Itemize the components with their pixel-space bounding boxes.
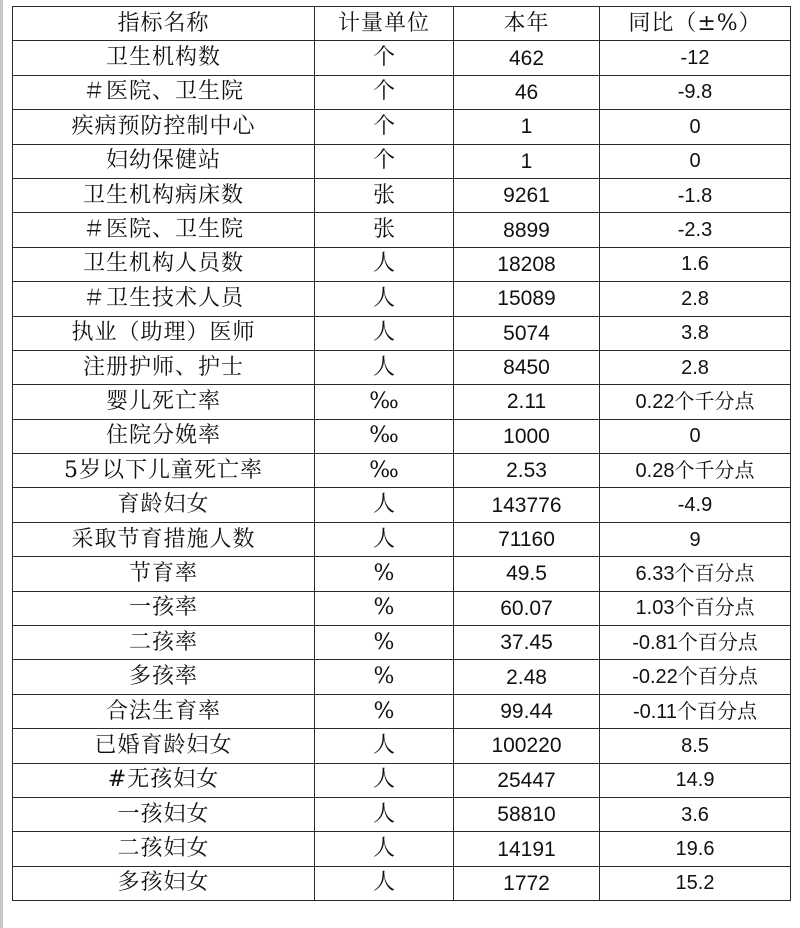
- indicator-name-cell[interactable]: 住院分娩率: [13, 419, 315, 453]
- unit-cell[interactable]: ‰: [315, 419, 454, 453]
- current-year-cell[interactable]: 18208: [454, 247, 600, 281]
- unit-cell[interactable]: 人: [315, 488, 454, 522]
- indicator-name-cell[interactable]: 二孩率: [13, 626, 315, 660]
- indicator-name-cell[interactable]: 注册护师、护士: [13, 350, 315, 384]
- current-year-cell[interactable]: 58810: [454, 797, 600, 831]
- table-body: [13, 41, 791, 901]
- table-row: [13, 419, 791, 453]
- table-row: [13, 41, 791, 75]
- table-row: [13, 247, 791, 281]
- current-year-cell[interactable]: 1000: [454, 419, 600, 453]
- indicator-name-cell[interactable]: 执业（助理）医师: [13, 316, 315, 350]
- yoy-change-cell[interactable]: -0.11个百分点: [600, 694, 791, 728]
- table-row: [13, 488, 791, 522]
- table-row: [13, 110, 791, 144]
- table-row: [13, 75, 791, 109]
- indicator-name-cell[interactable]: #无孩妇女: [13, 763, 315, 797]
- indicator-name-cell[interactable]: ＃医院、卫生院: [13, 75, 315, 109]
- current-year-cell[interactable]: 25447: [454, 763, 600, 797]
- table-row: [13, 144, 791, 178]
- unit-cell[interactable]: 人: [315, 832, 454, 866]
- table-row: [13, 797, 791, 831]
- unit-cell[interactable]: %: [315, 660, 454, 694]
- table-row: [13, 557, 791, 591]
- current-year-cell[interactable]: 2.48: [454, 660, 600, 694]
- current-year-cell[interactable]: 71160: [454, 522, 600, 556]
- yoy-change-cell[interactable]: -0.81个百分点: [600, 626, 791, 660]
- current-year-cell[interactable]: 60.07: [454, 591, 600, 625]
- table-row: [13, 626, 791, 660]
- indicator-name-cell[interactable]: 妇幼保健站: [13, 144, 315, 178]
- unit-cell[interactable]: 张: [315, 178, 454, 212]
- current-year-cell[interactable]: 9261: [454, 178, 600, 212]
- yoy-change-cell[interactable]: 3.8: [600, 316, 791, 350]
- yoy-change-cell[interactable]: -9.8: [600, 75, 791, 109]
- table-row: [13, 213, 791, 247]
- indicator-name-cell[interactable]: 采取节育措施人数: [13, 522, 315, 556]
- yoy-change-cell[interactable]: 14.9: [600, 763, 791, 797]
- table-row: [13, 763, 791, 797]
- yoy-change-cell[interactable]: 9: [600, 522, 791, 556]
- unit-cell[interactable]: 人: [315, 763, 454, 797]
- header-current-year[interactable]: 本年: [454, 7, 600, 41]
- current-year-cell[interactable]: 14191: [454, 832, 600, 866]
- unit-cell[interactable]: 人: [315, 282, 454, 316]
- yoy-change-cell[interactable]: -2.3: [600, 213, 791, 247]
- yoy-change-cell[interactable]: 1.03个百分点: [600, 591, 791, 625]
- table-row: [13, 522, 791, 556]
- table-row: [13, 385, 791, 419]
- table-row: [13, 178, 791, 212]
- current-year-cell[interactable]: 99.44: [454, 694, 600, 728]
- table-row: [13, 591, 791, 625]
- yoy-change-cell[interactable]: -12: [600, 41, 791, 75]
- header-unit[interactable]: 计量单位: [315, 7, 454, 41]
- unit-cell[interactable]: ‰: [315, 385, 454, 419]
- indicator-name-cell[interactable]: 多孩率: [13, 660, 315, 694]
- current-year-cell[interactable]: 1: [454, 110, 600, 144]
- unit-cell[interactable]: %: [315, 591, 454, 625]
- header-indicator-name[interactable]: 指标名称: [13, 7, 315, 41]
- unit-cell[interactable]: 人: [315, 316, 454, 350]
- unit-cell[interactable]: %: [315, 694, 454, 728]
- current-year-cell[interactable]: 15089: [454, 282, 600, 316]
- table-row: [13, 454, 791, 488]
- yoy-change-cell[interactable]: 0.28个千分点: [600, 454, 791, 488]
- current-year-cell[interactable]: 1: [454, 144, 600, 178]
- indicator-name-cell[interactable]: 卫生机构病床数: [13, 178, 315, 212]
- indicator-name-cell[interactable]: 疾病预防控制中心: [13, 110, 315, 144]
- yoy-change-cell[interactable]: 1.6: [600, 247, 791, 281]
- header-yoy-change[interactable]: 同比（±%）: [600, 7, 791, 41]
- indicator-name-cell[interactable]: 一孩率: [13, 591, 315, 625]
- indicator-name-cell[interactable]: 卫生机构人员数: [13, 247, 315, 281]
- yoy-change-cell[interactable]: 15.2: [600, 866, 791, 900]
- indicator-name-cell[interactable]: 5岁以下儿童死亡率: [13, 454, 315, 488]
- yoy-change-cell[interactable]: 0: [600, 419, 791, 453]
- current-year-cell[interactable]: 49.5: [454, 557, 600, 591]
- current-year-cell[interactable]: 462: [454, 41, 600, 75]
- yoy-change-cell[interactable]: 0.22个千分点: [600, 385, 791, 419]
- current-year-cell[interactable]: 46: [454, 75, 600, 109]
- indicator-name-cell[interactable]: 合法生育率: [13, 694, 315, 728]
- current-year-cell[interactable]: 37.45: [454, 626, 600, 660]
- current-year-cell[interactable]: 1772: [454, 866, 600, 900]
- unit-cell[interactable]: %: [315, 557, 454, 591]
- table-row: [13, 350, 791, 384]
- table-row: [13, 866, 791, 900]
- yoy-change-cell[interactable]: 0: [600, 144, 791, 178]
- unit-cell[interactable]: 个: [315, 75, 454, 109]
- table-row: [13, 832, 791, 866]
- indicator-name-cell[interactable]: ＃卫生技术人员: [13, 282, 315, 316]
- statistics-table: [12, 6, 791, 901]
- indicator-name-cell[interactable]: 二孩妇女: [13, 832, 315, 866]
- current-year-cell[interactable]: 2.53: [454, 454, 600, 488]
- indicator-name-cell[interactable]: 已婚育龄妇女: [13, 729, 315, 763]
- yoy-change-cell[interactable]: 19.6: [600, 832, 791, 866]
- yoy-change-cell[interactable]: 0: [600, 110, 791, 144]
- table-row: [13, 694, 791, 728]
- yoy-change-cell[interactable]: 2.8: [600, 350, 791, 384]
- unit-cell[interactable]: %: [315, 626, 454, 660]
- unit-cell[interactable]: 张: [315, 213, 454, 247]
- unit-cell[interactable]: 个: [315, 41, 454, 75]
- sheet-left-edge: [0, 0, 3, 928]
- yoy-change-cell[interactable]: -4.9: [600, 488, 791, 522]
- current-year-cell[interactable]: 2.11: [454, 385, 600, 419]
- indicator-name-cell[interactable]: 多孩妇女: [13, 866, 315, 900]
- table-row: [13, 729, 791, 763]
- table-row: [13, 660, 791, 694]
- unit-cell[interactable]: 人: [315, 522, 454, 556]
- current-year-cell[interactable]: 5074: [454, 316, 600, 350]
- yoy-change-cell[interactable]: 2.8: [600, 282, 791, 316]
- unit-cell[interactable]: 人: [315, 797, 454, 831]
- unit-cell[interactable]: ‰: [315, 454, 454, 488]
- table-row: [13, 282, 791, 316]
- unit-cell[interactable]: 个: [315, 144, 454, 178]
- indicator-name-cell[interactable]: 婴儿死亡率: [13, 385, 315, 419]
- current-year-cell[interactable]: 8899: [454, 213, 600, 247]
- yoy-change-cell[interactable]: 8.5: [600, 729, 791, 763]
- indicator-name-cell[interactable]: 育龄妇女: [13, 488, 315, 522]
- current-year-cell[interactable]: 100220: [454, 729, 600, 763]
- unit-cell[interactable]: 人: [315, 247, 454, 281]
- table-header: [13, 7, 791, 41]
- indicator-name-cell[interactable]: 一孩妇女: [13, 797, 315, 831]
- yoy-change-cell[interactable]: 3.6: [600, 797, 791, 831]
- indicator-name-cell[interactable]: ＃医院、卫生院: [13, 213, 315, 247]
- current-year-cell[interactable]: 8450: [454, 350, 600, 384]
- unit-cell[interactable]: 个: [315, 110, 454, 144]
- indicator-name-cell[interactable]: 卫生机构数: [13, 41, 315, 75]
- table-row: [13, 316, 791, 350]
- current-year-cell[interactable]: 143776: [454, 488, 600, 522]
- yoy-change-cell[interactable]: 6.33个百分点: [600, 557, 791, 591]
- unit-cell[interactable]: 人: [315, 729, 454, 763]
- header-row: [13, 7, 791, 41]
- unit-cell[interactable]: 人: [315, 350, 454, 384]
- unit-cell[interactable]: 人: [315, 866, 454, 900]
- indicator-name-cell[interactable]: 节育率: [13, 557, 315, 591]
- yoy-change-cell[interactable]: -1.8: [600, 178, 791, 212]
- yoy-change-cell[interactable]: -0.22个百分点: [600, 660, 791, 694]
